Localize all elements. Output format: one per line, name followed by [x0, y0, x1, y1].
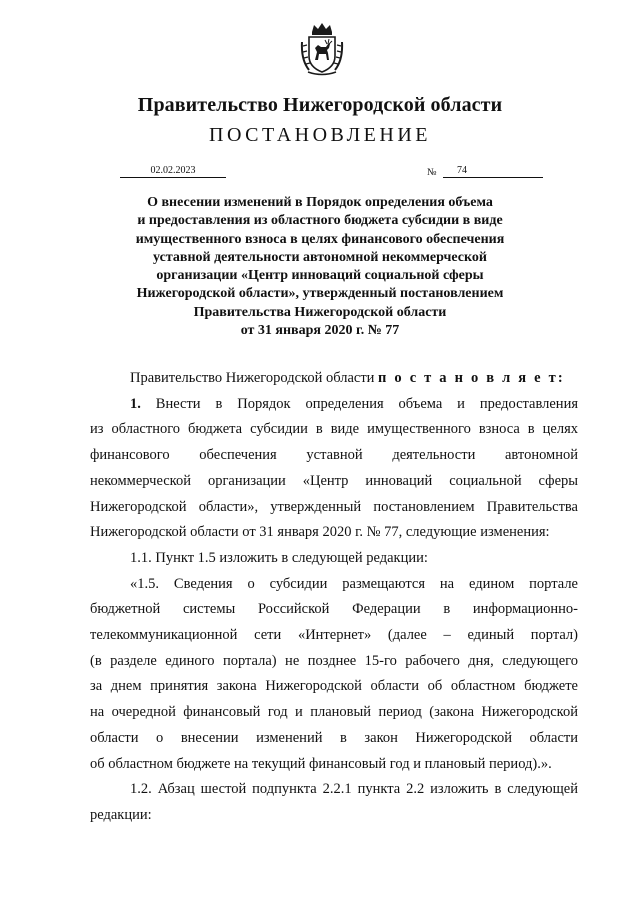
document-date: 02.02.2023	[120, 165, 226, 178]
organization-title: Правительство Нижегородской области	[137, 94, 503, 116]
intro-paragraph	[90, 366, 578, 392]
subject-line: Нижегородской области», утвержденный постановлением	[136, 286, 504, 302]
paragraph-line: за днем принятия закона Нижегородской области об областном бюджете	[90, 678, 578, 695]
intro-text: Правительство Нижегородской области	[130, 370, 379, 386]
paragraph-line: телекоммуникационной сети «Интернет» (далее – единый портал)	[90, 627, 578, 644]
paragraph-line: из областного бюджета субсидии в виде имущественного взноса в целях	[90, 421, 578, 438]
paragraph-line: «1.5. Сведения о субсидии размещаются на едином портале	[130, 575, 578, 592]
subject-line: организации «Центр инноваций социальной сферы	[156, 268, 484, 284]
paragraph-line: Нижегородской области от 31 января 2020 г. № 77, следующие изменения:	[90, 524, 550, 541]
quoted-clause-1-5	[90, 572, 578, 778]
paragraph-line: некоммерческой организации «Центр инноваций социальной сферы	[90, 472, 578, 489]
paragraph-line: об областном бюджете на текущий финансовый год и плановый период).».	[90, 755, 552, 772]
paragraph-line: 1.2. Абзац шестой подпункта 2.2.1 пункта 2.2 изложить в следующей	[130, 781, 578, 798]
document-body	[90, 366, 578, 829]
paragraph-line: 1. Внести в Порядок определения объема и предоставления	[130, 395, 578, 412]
subject-line: О внесении изменений в Порядок определения объема	[147, 195, 493, 210]
document-type: ПОСТАНОВЛЕНИЕ	[209, 124, 431, 146]
number-sign: №	[427, 167, 437, 178]
subject-line: и предоставления из областного бюджета субсидии в виде	[137, 213, 503, 229]
paragraph-line: бюджетной системы Российской Федерации в информационно-	[90, 601, 578, 618]
document-number: 74	[443, 165, 543, 178]
paragraph-1	[90, 392, 578, 546]
paragraph-1-2	[90, 777, 578, 828]
subject-line: Правительства Нижегородской области	[193, 304, 447, 320]
paragraph-line: области о внесении изменений в закон Нижегородской области	[90, 729, 578, 746]
paragraph-1-1: 1.1. Пункт 1.5 изложить в следующей редакции:	[130, 549, 428, 566]
paragraph-line: (в разделе единого портала) не позднее 15-го рабочего дня, следующего	[90, 652, 578, 669]
paragraph-line: финансового обеспечения уставной деятельности автономной	[90, 447, 578, 464]
subject-line: имущественного взноса в целях финансового обеспечения	[135, 231, 505, 247]
paragraph-line: редакции:	[90, 806, 152, 823]
paragraph-line: на очередной финансовый год и плановый период (закона Нижегородской	[90, 704, 578, 721]
document-subject	[120, 194, 520, 340]
intro-keyword: п о с т а н о в л я е т:	[378, 370, 565, 386]
paragraph-line: Нижегородской области», утвержденный постановлением Правительства	[90, 498, 578, 515]
nizhny-novgorod-coat-of-arms-icon	[300, 22, 344, 76]
subject-line: уставной деятельности автономной некоммерческой	[153, 249, 487, 265]
subject-line: от 31 января 2020 г. № 77	[240, 323, 400, 339]
paragraph-number: 1.	[130, 395, 141, 412]
